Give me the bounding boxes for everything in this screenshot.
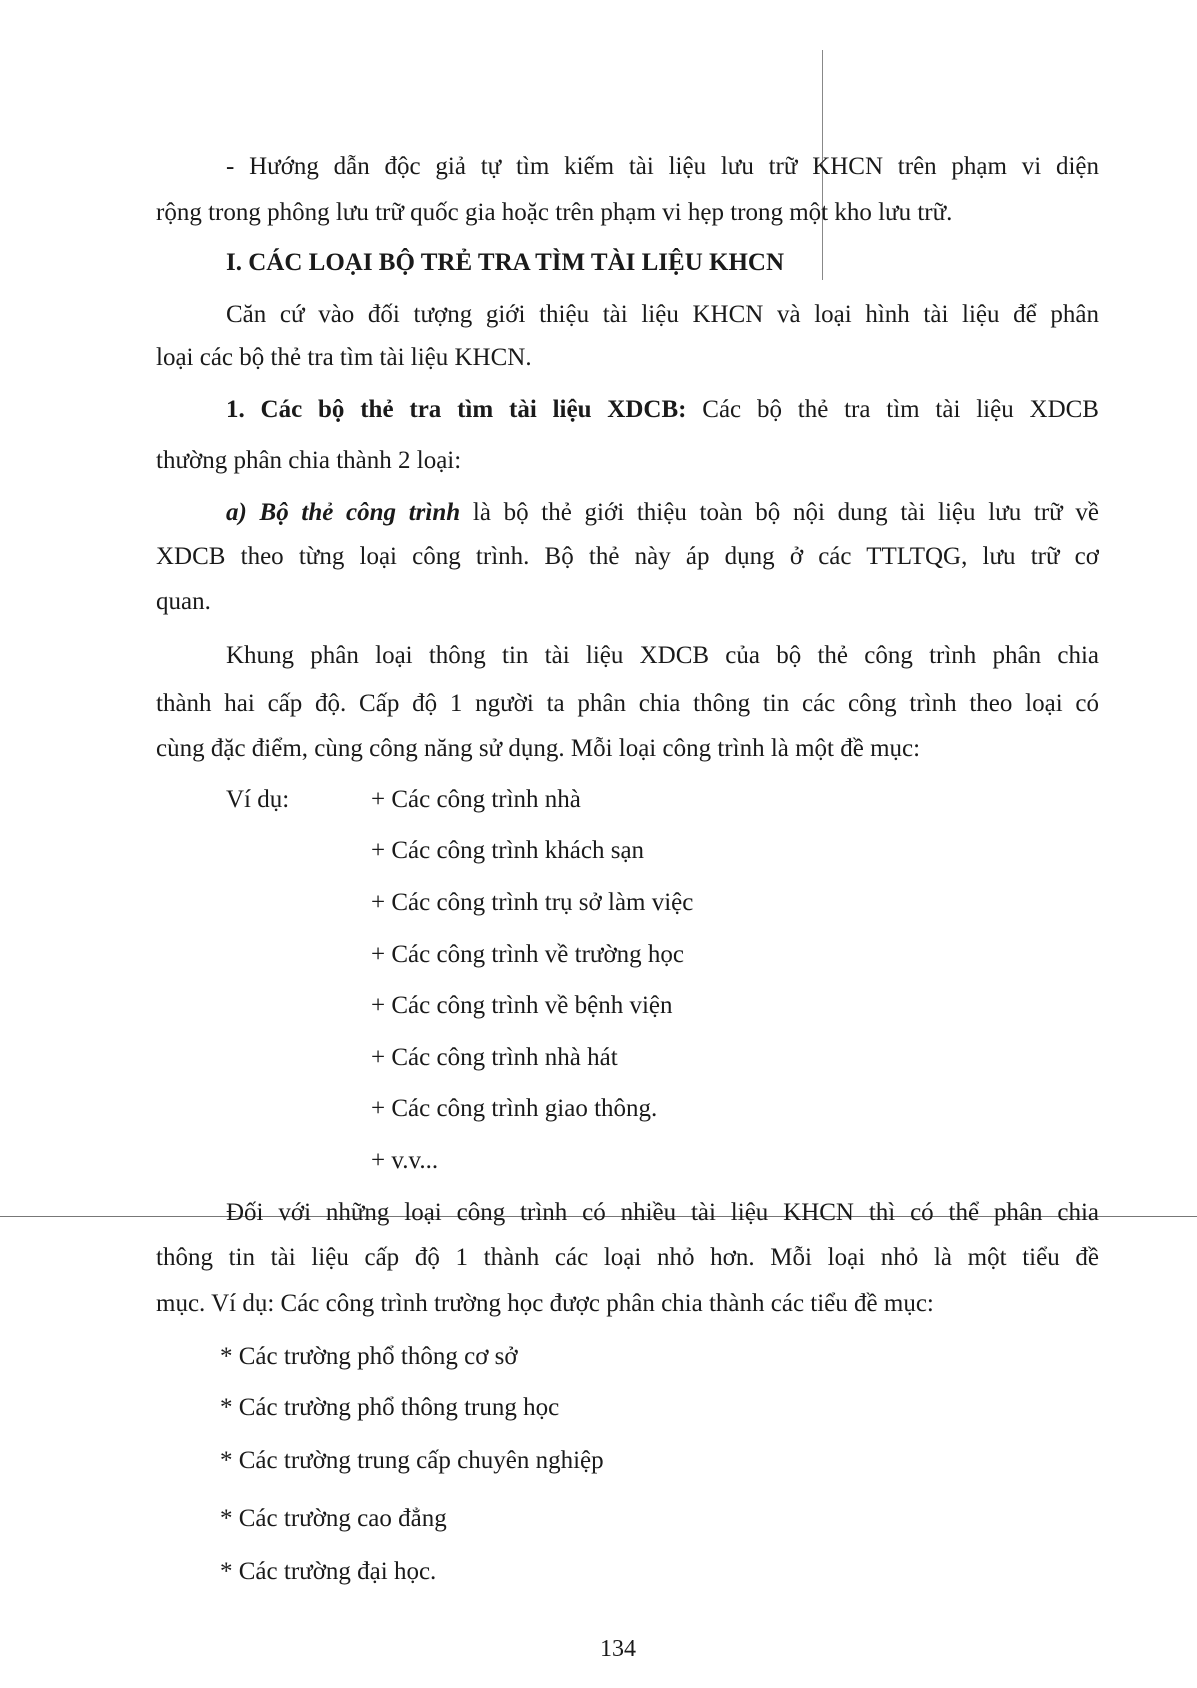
list-item: + Các công trình nhà hát [371,1044,618,1071]
subsection-heading: 1. Các bộ thẻ tra tìm tài liệu XDCB: [226,396,687,423]
paragraph-line: thường phân chia thành 2 loại: [156,447,462,474]
example-label: Ví dụ: [226,786,290,813]
paragraph-line [226,498,1099,528]
list-item: + Các công trình nhà [371,786,581,813]
list-item: + Các công trình về trường học [371,941,685,968]
page-number: 134 [600,1636,636,1662]
list-item: + v.v... [371,1147,439,1174]
list-item: * Các trường phổ thông cơ sở [220,1343,518,1370]
list-item: + Các công trình về bệnh viện [371,992,673,1019]
paragraph-line: loại các bộ thẻ tra tìm tài liệu KHCN. [156,344,532,371]
paragraph-line: Căn cứ vào đối tượng giới thiệu tài liệu KHCN và loại hình tài liệu để phân [226,301,1099,328]
list-item: + Các công trình giao thông. [371,1095,658,1122]
paragraph-line: thông tin tài liệu cấp độ 1 thành các loại nhỏ hơn. Mỗi loại nhỏ là một tiểu đề [156,1244,1099,1271]
list-item: * Các trường cao đẳng [220,1505,447,1532]
paragraph-line: - Hướng dẫn độc giả tự tìm kiếm tài liệu lưu trữ KHCN trên phạm vi diện [226,153,1099,180]
paragraph-line: Khung phân loại thông tin tài liệu XDCB của bộ thẻ công trình phân chia [226,642,1099,669]
paragraph-line [226,395,1099,425]
paragraph-text: là bộ thẻ giới thiệu toàn bộ nội dung tài liệu lưu trữ về [460,499,1099,526]
list-item: * Các trường phổ thông trung học [220,1394,560,1421]
list-item: * Các trường đại học. [220,1558,437,1585]
paragraph-line: quan. [156,588,211,615]
paragraph-text: Các bộ thẻ tra tìm tài liệu XDCB [686,396,1099,423]
paragraph-line: rộng trong phông lưu trữ quốc gia hoặc trên phạm vi hẹp trong một kho lưu trữ. [156,199,953,226]
list-item: + Các công trình khách sạn [371,837,645,864]
list-item: * Các trường trung cấp chuyên nghiệp [220,1447,604,1474]
section-heading: I. CÁC LOẠI BỘ TRẺ TRA TÌM TÀI LIỆU KHCN [226,249,785,276]
paragraph-line: Đối với những loại công trình có nhiều tài liệu KHCN thì có thể phân chia [226,1199,1099,1226]
paragraph-line: thành hai cấp độ. Cấp độ 1 người ta phân chia thông tin các công trình theo loại có [156,690,1099,717]
list-item: + Các công trình trụ sở làm việc [371,889,694,916]
paragraph-line: mục. Ví dụ: Các công trình trường học được phân chia thành các tiểu đề mục: [156,1290,934,1317]
paragraph-line: cùng đặc điểm, cùng công năng sử dụng. Mỗi loại công trình là một đề mục: [156,735,921,762]
paragraph-line: XDCB theo từng loại công trình. Bộ thẻ này áp dụng ở các TTLTQG, lưu trữ cơ [156,543,1099,570]
term-heading: a) Bộ thẻ công trình [226,499,461,526]
